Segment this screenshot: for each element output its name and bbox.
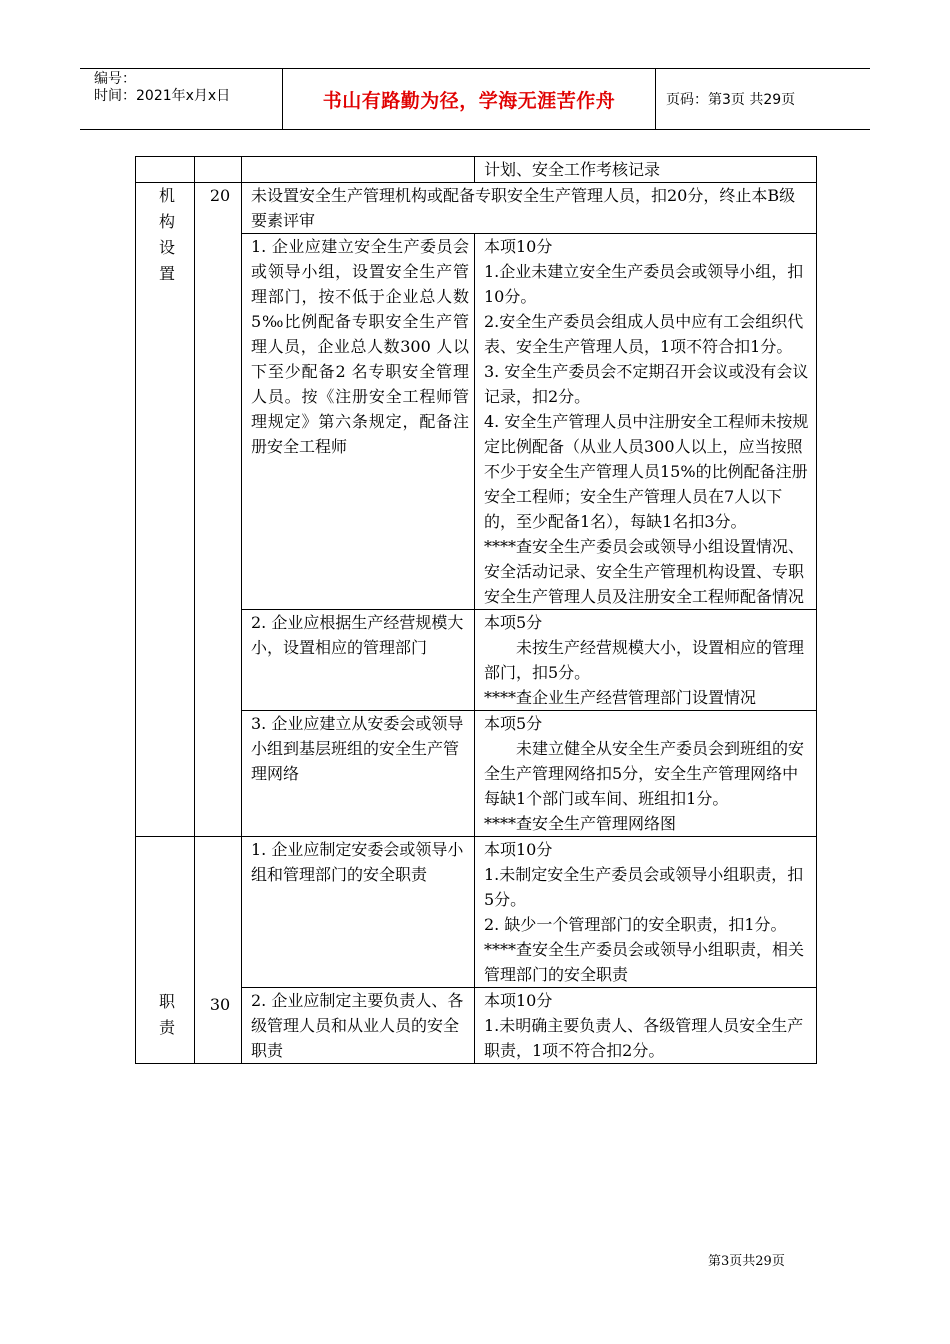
requirement-cell: 2. 企业应制定主要负责人、各级管理人员和从业人员的安全职责	[242, 988, 475, 1064]
table-row	[136, 837, 817, 988]
header-page-info: 页码：第3页 共29页	[666, 92, 796, 108]
page-footer: 第3页共29页	[708, 1254, 785, 1269]
score-line: ****查安全生产管理网络图	[484, 814, 677, 833]
score-line: ****查安全生产委员会或领导小组职责，相关管理部门的安全职责	[484, 940, 805, 984]
requirement-cell: 3. 企业应建立从安委会或领导小组到基层班组的安全生产管理网络	[242, 711, 475, 837]
score-line: 未建立健全从安全生产委员会到班组的安全生产管理网络扣5分，安全生产管理网络中每缺1个部门或车间、班组扣1分。	[484, 739, 805, 808]
table-cell	[195, 157, 242, 183]
section-name: 机构设置	[159, 186, 176, 283]
continued-text: 计划、安全工作考核记录	[475, 157, 817, 183]
table-cell	[136, 157, 195, 183]
score-line: 3. 安全生产委员会不定期召开会议或没有会议记录，扣2分。	[484, 362, 809, 406]
requirement-cell: 1. 企业应建立安全生产委员会或领导小组，设置安全生产管理部门，按不低于企业总人数5‰比例配备专职安全生产管理人员，企业总人数300 人以下至少配备2 名专职安全管理人员。按《注册安全工程师管理规定》第六条规定，配备注册安全工程师	[242, 234, 475, 610]
requirement-cell: 2. 企业应根据生产经营规模大小，设置相应的管理部门	[242, 610, 475, 711]
standards-table	[135, 156, 817, 1064]
table-row	[136, 183, 817, 234]
section-name-cell	[136, 837, 195, 1064]
table-cell	[242, 157, 475, 183]
section-score: 20	[195, 183, 242, 837]
number-label: 编号：	[94, 71, 136, 87]
scoring-cell	[475, 988, 817, 1064]
score-line: 本项5分	[484, 714, 543, 733]
scoring-cell	[475, 610, 817, 711]
document-header	[80, 68, 870, 130]
section-name-cell	[136, 183, 195, 837]
date-label: 时间：2021年x月x日	[94, 88, 231, 104]
score-line: 本项10分	[484, 840, 553, 859]
section-score: 30	[195, 837, 242, 1064]
score-line: 本项10分	[484, 991, 553, 1010]
score-line: 1.未明确主要负责人、各级管理人员安全生产职责，1项不符合扣2分。	[484, 1016, 804, 1060]
header-motto: 书山有路勤为径，学海无涯苦作舟	[282, 69, 656, 129]
score-line: ****查企业生产经营管理部门设置情况	[484, 688, 757, 707]
scoring-cell	[475, 234, 817, 610]
score-line: 2. 缺少一个管理部门的安全职责，扣1分。	[484, 915, 787, 934]
requirement-cell: 1. 企业应制定安委会或领导小组和管理部门的安全职责	[242, 837, 475, 988]
score-line: ****查安全生产委员会或领导小组设置情况、安全活动记录、安全生产管理机构设置、专职安全生产管理人员及注册安全工程师配备情况	[484, 537, 805, 606]
scoring-cell	[475, 711, 817, 837]
scoring-cell	[475, 837, 817, 988]
score-line: 1.企业未建立安全生产委员会或领导小组，扣10分。	[484, 262, 804, 306]
table-row-continued	[136, 157, 817, 183]
section-note: 未设置安全生产管理机构或配备专职安全生产管理人员，扣20分，终止本B级要素评审	[242, 183, 817, 234]
score-line: 本项5分	[484, 613, 543, 632]
section-name: 职责	[159, 992, 176, 1037]
score-line: 1.未制定安全生产委员会或领导小组职责，扣5分。	[484, 865, 804, 909]
score-line: 本项10分	[484, 237, 553, 256]
header-meta	[80, 69, 282, 129]
score-line: 未按生产经营规模大小，设置相应的管理部门，扣5分。	[484, 638, 805, 682]
score-line: 2.安全生产委员会组成人员中应有工会组织代表、安全生产管理人员，1项不符合扣1分。	[484, 312, 804, 356]
score-line: 4. 安全生产管理人员中注册安全工程师未按规定比例配备（从业人员300人以上，应当按照不少于安全生产管理人员15%的比例配备注册安全工程师；安全生产管理人员在7人以下的，至少配备1名），每缺1名扣3分。	[484, 412, 809, 531]
